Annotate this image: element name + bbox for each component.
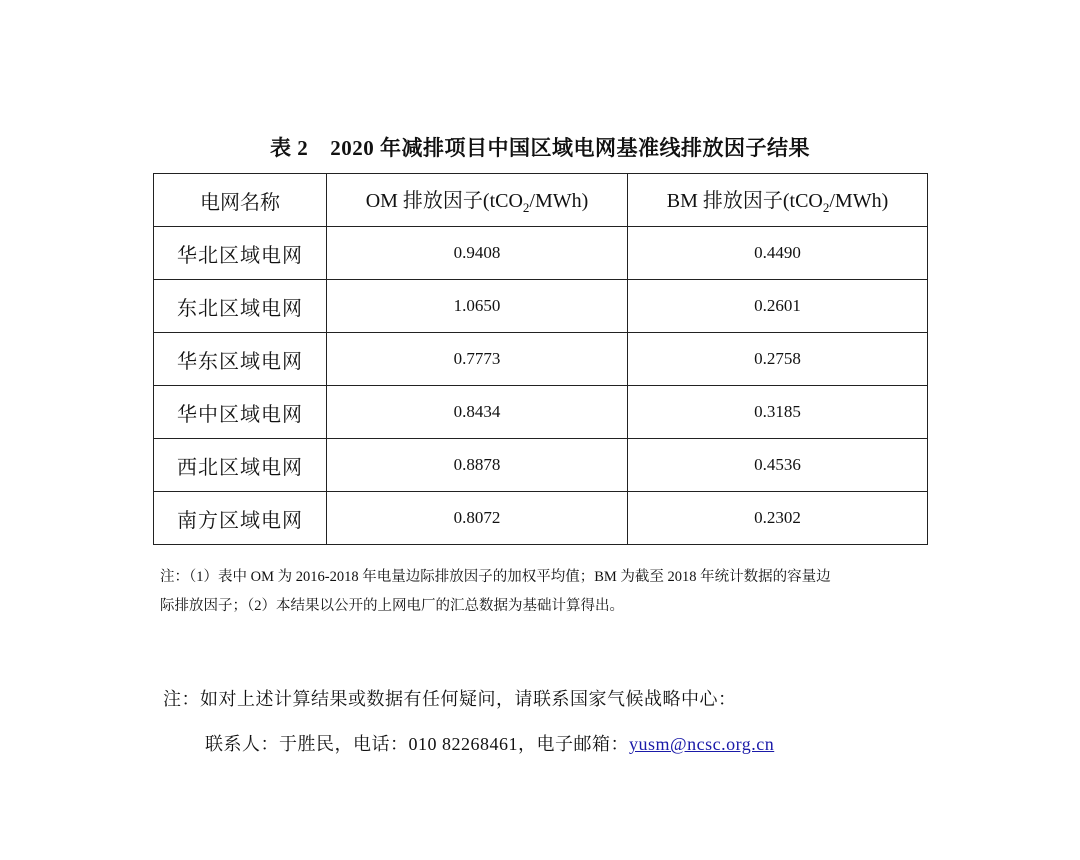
table-row (154, 280, 928, 333)
om-value-cell: 0.7773 (327, 333, 628, 386)
grid-name-cell: 西北区域电网 (154, 439, 327, 492)
header-om-factor: OM 排放因子(tCO$_2$/MWh) (327, 174, 628, 227)
table-row (154, 439, 928, 492)
table-caption (0, 132, 1080, 162)
bm-value-cell: 0.2601 (628, 280, 928, 333)
grid-name-cell: 华东区域电网 (154, 333, 327, 386)
table-footnote (160, 563, 930, 621)
contact-details-text: 联系人：于胜民，电话：010 82268461，电子邮箱： (205, 734, 629, 754)
table-row (154, 492, 928, 545)
table-row (154, 333, 928, 386)
table-row (154, 386, 928, 439)
om-value-cell: 1.0650 (327, 280, 628, 333)
bm-value-cell: 0.4490 (628, 227, 928, 280)
contact-details (205, 730, 774, 756)
footnote-line-1: 注：（1）表中 OM 为 2016-2018 年电量边际排放因子的加权平均值；BM 为截至 2018 年统计数据的容量边 (160, 569, 831, 585)
bm-value-cell: 0.2302 (628, 492, 928, 545)
table-caption-text: 2020 年减排项目中国区域电网基准线排放因子结果 (330, 136, 810, 160)
om-value-cell: 0.8434 (327, 386, 628, 439)
table-header-row (154, 174, 928, 227)
footnote-line-2: 际排放因子；（2）本结果以公开的上网电厂的汇总数据为基础计算得出。 (160, 598, 624, 614)
om-value-cell: 0.9408 (327, 227, 628, 280)
grid-name-cell: 华中区域电网 (154, 386, 327, 439)
bm-value-cell: 0.2758 (628, 333, 928, 386)
grid-name-cell: 南方区域电网 (154, 492, 327, 545)
bm-value-cell: 0.3185 (628, 386, 928, 439)
om-value-cell: 0.8072 (327, 492, 628, 545)
contact-notice: 注：如对上述计算结果或数据有任何疑问，请联系国家气候战略中心： (163, 689, 737, 709)
grid-name-cell: 东北区域电网 (154, 280, 327, 333)
header-bm-factor: BM 排放因子(tCO$_2$/MWh) (628, 174, 928, 227)
email-link[interactable]: yusm@ncsc.org.cn (629, 734, 775, 754)
om-value-cell: 0.8878 (327, 439, 628, 492)
grid-name-cell: 华北区域电网 (154, 227, 327, 280)
table-row (154, 227, 928, 280)
bm-value-cell: 0.4536 (628, 439, 928, 492)
table-caption-label: 表 2 (270, 136, 309, 160)
header-grid-name: 电网名称 (154, 174, 327, 227)
emission-factor-table (153, 173, 928, 545)
